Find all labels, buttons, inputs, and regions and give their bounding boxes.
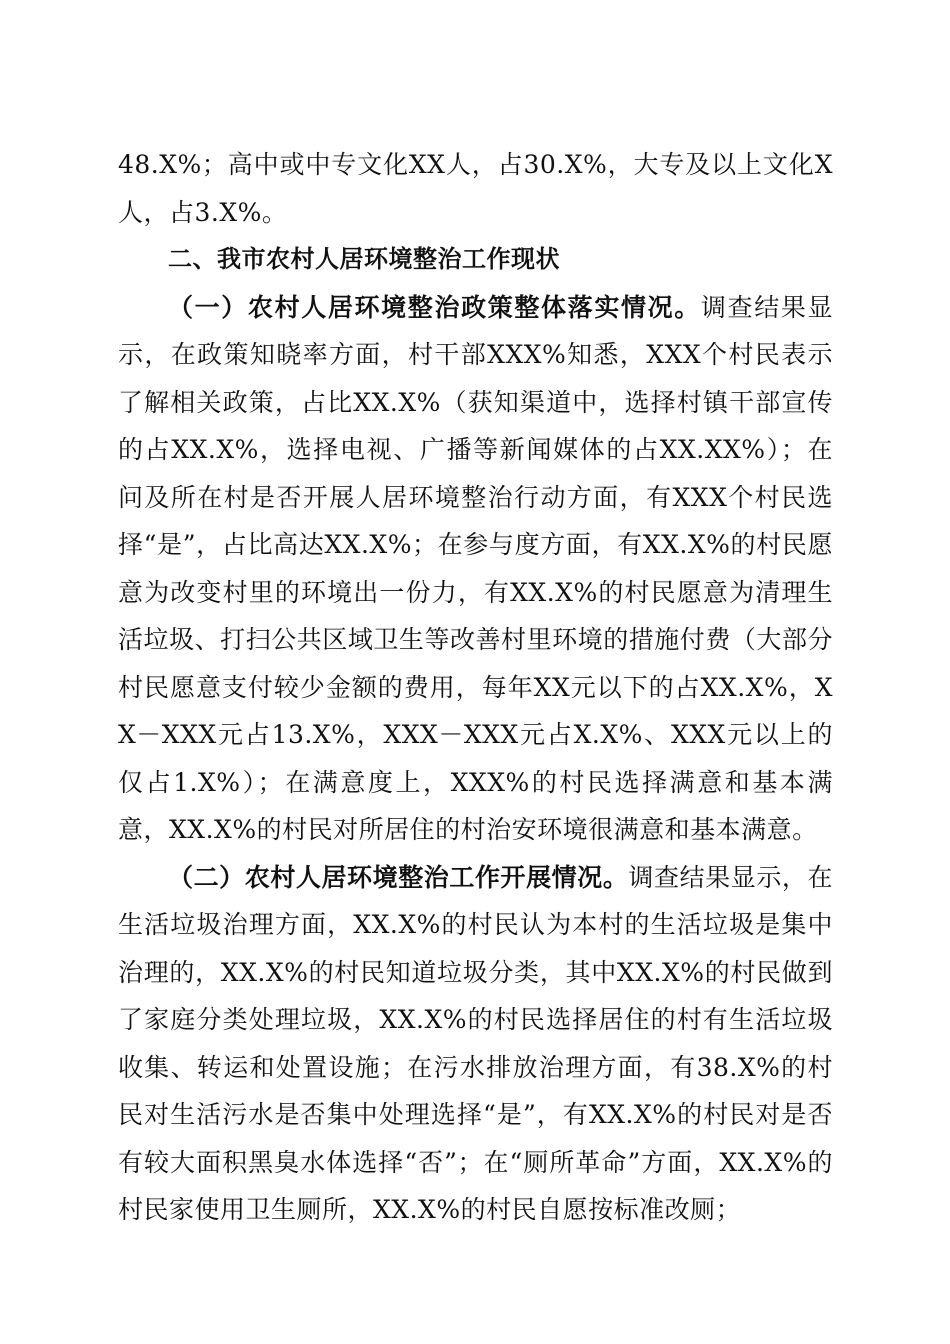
section-2-lead: （二）农村人居环境整治工作开展情况。 xyxy=(168,862,629,892)
paragraph-section-1 xyxy=(118,284,833,854)
section-1-lead: （一）农村人居环境整治政策整体落实情况。 xyxy=(168,292,701,322)
section-heading: 二、我市农村人居环境整治工作现状 xyxy=(168,245,560,273)
section-1-body: 调查结果显示，在政策知晓率方面，村干部XXX%知悉，XXX个村民表示了解相关政策，占比XX.X%（获知渠道中，选择村镇干部宣传的占XX.X%，选择电视、广播等新闻媒体的占XX.XX%）；在问及所在村是否开展人居环境整治行动方面，有XXX个村民选择“是”，占比高达XX.X%；在参与度方面，有XX.X%的村民愿意为改变村里的环境出一份力，有XX.X%的村民愿意为清理生活垃圾、打扫公共区域卫生等改善村里环境的措施付费（大部分村民愿意支付较少金额的费用，每年XX元以下的占XX.X%，XX－XXX元占13.X%，XXX－XXX元占X.X%、XXX元以上的仅占1.X%）；在满意度上，XXX%的村民选择满意和基本满意，XX.X%的村民对所居住的村治安环境很满意和基本满意。 xyxy=(118,292,833,844)
section-2-body: 调查结果显示，在生活垃圾治理方面，XX.X%的村民认为本村的生活垃圾是集中治理的，XX.X%的村民知道垃圾分类，其中XX.X%的村民做到了家庭分类处理垃圾，XX.X%的村民选择居住的村有生活垃圾收集、转运和处置设施；在污水排放治理方面，有38.X%的村民对生活污水是否集中处理选择“是”，有XX.X%的村民对是否有较大面积黑臭水体选择“否”；在“厕所革命”方面，XX.X%的村民家使用卫生厕所，XX.X%的村民自愿按标准改厕； xyxy=(118,862,833,1224)
paragraph-continuation: 48.X%；高中或中专文化XX人，占30.X%，大专及以上文化X人，占3.X%。 xyxy=(118,150,833,227)
document-body xyxy=(118,141,833,1234)
paragraph-section-2 xyxy=(118,854,833,1234)
